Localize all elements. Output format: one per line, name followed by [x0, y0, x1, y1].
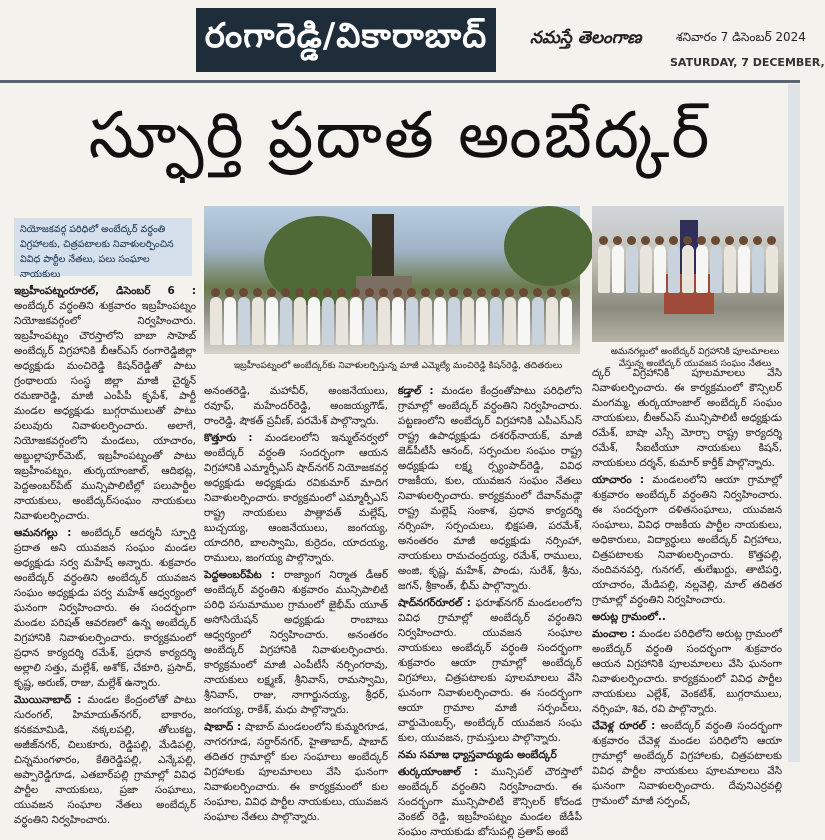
person-head: [613, 236, 622, 245]
person-head: [767, 236, 776, 245]
person-head: [753, 236, 762, 245]
section-title: రంగారెడ్డి/వికారాబాద్: [196, 8, 496, 72]
dateline: మంచాల :: [592, 628, 640, 640]
person-figure: [252, 297, 264, 345]
person-head: [547, 288, 556, 297]
person-head: [365, 288, 374, 297]
dateline: షాద్‌నగర్‌రూరల్ :: [398, 597, 476, 609]
person-figure: [266, 297, 278, 345]
article-paragraph: [398, 765, 582, 840]
person-head: [641, 236, 650, 245]
article-column-1: [14, 284, 196, 826]
person-figure: [504, 297, 516, 345]
dateline: చేవెళ్ల రూరల్ :: [592, 720, 661, 732]
article-paragraph: [398, 384, 582, 594]
person-head: [281, 288, 290, 297]
person-figure: [710, 245, 722, 293]
paragraph-text: అంబేద్కర్ వర్ధంతిని శుక్రవారం ఇబ్రహీంపట్నం నియోజకవర్గంలో నిర్వహించారు. ఇబ్రహీంపట్నం చౌరస్తాలోని బాబా సాహెబ్ అంబేద్కర్ విగ్రహానికి బీఆర్ఎస్ రంగారెడ్డిజిల్లా అధ్యక్షుడు మంచిరెడ్డి కిషన్‌రెడ్డితో పాటు గ్రంథాలయ సంస్థ జిల్లా మాజీ చైర్మన్ రమణారెడ్డి, మాజీ ఎంపీపీ కృపేశ్, పార్టీ మండల అధ్యక్షుడు బుగ్గరాములుతో పాటు పలువురు నివాళులర్పించారు. అలాగే, నియోజకవర్గంలోని మండలు, యాచారం, అబ్దుల్లాపూర్‌మెట్, ఇబ్రహీంపట్నంతో పాటు ఇబ్రహీంపట్నం, తుర్కయాంజాల్, ఆదిభట్ల, పెద్దఅంబర్‌పేట్ మున్సిపాలిటీల్లో పలుపార్టీల నాయకులు, అంబేద్కర్‌సంఘం నాయకులు నివాళులర్పించారు.: [14, 300, 196, 522]
header-rule: [0, 80, 800, 83]
article-paragraph: [204, 568, 388, 718]
person-head: [627, 236, 636, 245]
date-english: SATURDAY, 7 DECEMBER,: [670, 56, 825, 69]
person-figure: [532, 297, 544, 345]
person-head: [711, 236, 720, 245]
person-head: [267, 288, 276, 297]
dateline: ఇబ్రహీంపట్నంరూరల్, డిసెంబర్ 6 :: [14, 285, 196, 297]
person-head: [697, 236, 706, 245]
person-head: [561, 288, 570, 297]
person-figure: [336, 297, 348, 345]
dateline: షాబాద్ :: [204, 721, 245, 733]
article-paragraph: [398, 596, 582, 746]
dateline: మొయినాబాద్ :: [14, 694, 88, 706]
photo-statue-group: [204, 206, 580, 354]
person-head: [599, 236, 608, 245]
subheadline-box: నియోజకవర్గ పరిధిలో అంబేద్కర్ వర్ధంతి విగ్రహాలకు, చిత్రపటాలకు నివాళులర్పించిన వివిధ పార్టీల నేతలు, పలు సంఘాల నాయకులు: [14, 218, 192, 276]
dateline: కడ్తాల్ :: [398, 385, 442, 397]
person-figure: [448, 297, 460, 345]
newspaper-brand: నమస్తే తెలంగాణ: [530, 28, 642, 48]
person-figure: [224, 297, 236, 345]
page-header: [0, 0, 825, 82]
person-head: [393, 288, 402, 297]
person-head: [491, 288, 500, 297]
date-telugu: శనివారం 7 డిసెంబర్ 2024: [676, 30, 806, 44]
person-head: [683, 236, 692, 245]
article-column-2: [204, 384, 388, 823]
person-head: [519, 288, 528, 297]
article-paragraph: [592, 627, 782, 717]
person-head: [449, 288, 458, 297]
article-paragraph: [204, 720, 388, 825]
person-head: [655, 236, 664, 245]
article-column-3: [398, 384, 582, 838]
person-figure: [462, 297, 474, 345]
photo2-caption: అమనగల్లులో అంబేద్కర్ విగ్రహానికి పూలమాలలు వేస్తున్న అంబేద్కర్ యువజన సంఘం నేతలు: [610, 347, 780, 369]
person-figure: [238, 297, 250, 345]
person-figure: [308, 297, 320, 345]
person-head: [225, 288, 234, 297]
article-paragraph: [204, 384, 388, 429]
person-head: [309, 288, 318, 297]
dateline: తుర్కయాంజాల్ :: [398, 766, 492, 778]
paragraph-text: మండల కేంద్రంతోపాటు పరిధిలోని గ్రామాల్లో అంబేద్కర్ వర్ధంతిని నిర్వహించారు. పట్టణంలోని అంబేద్కర్ విగ్రహానికి ఎపీఎస్‌ఎస్ రాష్ట్ర ఉపాధ్యక్షుడు దశరథ్‌నాయక్, మాజీ జెడ్‌పీటీసీ ఆనంద్, సర్పంచుల సంఘం రాష్ట్ర అధ్యక్షుడు లక్ష్మ ర్స్యంపాద్‌రెడ్డి, వివిధ రాజకీయ, కుల, యువజన సంఘం నేతలు నివాళులర్పించారు. కార్యక్రమంలో దేవాన్‌మడ్గౌ రాష్ట్ర మల్లెష్ సంకాశ, ప్రధాన కార్యదర్శి నర్సింహ, సర్పంచులు, భిక్షపతి, పరమేశ్, అనంతరం మాజీ అధ్యక్షుడు నర్సింహా, నాయకులు రామచంద్రయ్య, రమేశ్, రాములు, అంజి, కృష్ణ, మహేశ్, పాండు, సురేశ్, శ్రీను, జగన్, శ్రీకాంత్, భీమ్ పాల్గొన్నారు.: [398, 385, 582, 592]
person-figure: [546, 297, 558, 345]
person-head: [725, 236, 734, 245]
article-paragraph: [14, 526, 196, 691]
person-figure: [490, 297, 502, 345]
person-figure: [392, 297, 404, 345]
person-head: [421, 288, 430, 297]
person-figure: [612, 245, 624, 293]
paragraph-text: అంబేద్కర్ వర్ధంతి సందర్భంగా శుక్రవారం చేవెళ్ల మండల పరిధిలోని ఆయా గ్రామాల్లో అంబేద్కర్ విగ్రహాలకు, చిత్రపటాలకు వివిధ పార్టీల నాయకులు పూలమాలలు వేసి ఘనంగా నివాళులర్పించారు. దేవునిఎర్రవల్లి గ్రామంలో మాజీ సర్పంచ్,: [592, 720, 782, 807]
person-head: [669, 236, 678, 245]
article-paragraph: [592, 473, 782, 608]
paragraph-text: నమ సమాజ ధ్యాస్తవాద్యుడు అంబేద్కర్: [398, 749, 557, 761]
person-figure: [654, 245, 666, 293]
person-head: [239, 288, 248, 297]
article-paragraph: [14, 284, 196, 524]
person-head: [253, 288, 262, 297]
person-figure: [640, 245, 652, 293]
photo-garlanding: [592, 206, 784, 342]
person-figure: [476, 297, 488, 345]
person-figure: [560, 297, 572, 345]
dateline: పెద్దఅంబర్‌పేట :: [204, 569, 285, 581]
person-head: [533, 288, 542, 297]
article-paragraph: [14, 693, 196, 828]
paragraph-text: రాజ్యాంగ నిర్మాత డీఆర్ అంబేద్కర్ వర్ధంతిని శుక్రవారం మున్సిపాలిటీ పరిధి పసుమాముల గ్రామంలో జైభీమ్ యూత్ అసోసియేషన్ అధ్యక్షుడు రాంబాబు ఆధ్వర్యంలో నిర్వహించారు. అనంతరం అంబేద్కర్ విగ్రహానికి నివాళులర్పించారు. కార్యక్రమంలో మాజీ ఎంపీటీసీ నర్సింగరావు, నాయకులు లక్ష్మణ్, శ్రీనివాస్, రామస్వామి, శ్రీనివాస్, రాజు, నాగార్జునయ్య, శ్రీధర్, జంగయ్య, రాకేశ్, మధు పాల్గొన్నారు.: [204, 569, 388, 716]
paragraph-text: మండల కేంద్రంలోతో పాటు సురంగల్, హిమాయత్‌నగర్, బాకారం, కనకమామిడి, నక్కలపల్లి, తోలుకట్ట, అజీజ్‌నగర్, చిలుకూరు, రెడ్డిపల్లి, మేడిపల్లి, చిన్నమంగళారం, కేతిరెడ్డిపల్లి, ఎన్కేపల్లి, అప్పారెడ్డిగూడ, ఎతబార్‌పల్లి గ్రామాల్లో వివిధ పార్టీల నాయకులు, ప్రజా సంఘాలు, యువజన సంఘాల నేతలు అంబేద్కర్ వర్ధంతిని నిర్వహించారు.: [14, 694, 196, 826]
person-figure: [210, 297, 222, 345]
person-figure: [752, 245, 764, 293]
paragraph-text: మండలంలోని ఇన్ముల్‌నర్వలో అంబేద్కర్ వర్ధంతి సందర్భంగా ఆయన విగ్రహానికి ఎమ్మార్పీఎస్ షాద్‌నగర్ నియోజకవర్గ అధ్యక్షుడు అధ్యక్షుడు రవికుమార్ మాదిగ నివాళులర్పించారు. కార్యక్రమంలో ఎమ్మార్పీఎస్ రాష్ట్ర నాయకులు పాత్లావత్ మల్లేష్, బుచ్చయ్య, ఆంజనేయులు, జంగయ్య, యాదగిరి, బాలస్వామి, కుర్రెదం, యాదయ్య, రాములు, జంగయ్య పాల్గొన్నారు.: [204, 432, 388, 564]
dateline: యాచారం :: [592, 474, 653, 486]
person-figure: [406, 297, 418, 345]
person-figure: [322, 297, 334, 345]
paragraph-text: షాబాద్ మండలంలోని కుమ్మరిగూడ, నాగరగూడ, సర్దార్‌నగర్, హైతాబాద్, షాబాద్ తదితర గ్రామాల్లో కుల సంఘాలు అంబేద్కర్ విగ్రహాలకు పూలమాలలు వేసి ఘనంగా నివాళులర్పించారు. ఈ కార్యక్రమంలో కుల సంఘాల, వివిధ పార్టీల నాయకులు, యువజన సంఘాల నేతలు పాల్గొన్నారు.: [204, 721, 388, 823]
paragraph-text: అరుట్ల గ్రామంలో..: [592, 611, 666, 623]
person-head: [505, 288, 514, 297]
person-head: [379, 288, 388, 297]
paragraph-text: మున్సిపల్ చౌరస్తాలో అంబేద్కర్ వర్ధంతిని నిర్వహించారు. ఈ సందర్భంగా మున్సిపాలిటీ కౌన్సిలర్ కోదండ వెంకట్ రెడ్డి, ఇబ్రహీంపట్నం మండల జేడీపీ సంఘం నాయకుడు బోసుపల్లి ప్రతాప్ అంబే: [398, 766, 582, 838]
person-figure: [434, 297, 446, 345]
person-figure: [294, 297, 306, 345]
person-figure: [738, 245, 750, 293]
dateline: ఆమనగల్లు :: [14, 527, 81, 539]
paragraph-text: ద్కర్ విగ్రహానికి పూలమాలలు వేసి నివాళులర్పించారు. ఈ కార్యక్రమంలో కౌన్సిలర్ మంగమ్మ, తుర్కయాంజాల్ అంబేద్కర్ సంఘం నాయకులు, బీఆర్ఎస్ మున్సిపాలిటీ అధ్యక్షుడు రమేశ్, బాషా ఎస్సీ మోర్చా రాష్ట్ర కార్యదర్శి రమేశ్, సీఐటీయూ నాయకులు కిషన్, నాయకులు దర్శన్, కుమార్ కార్తీక్ పాల్గొన్నారు.: [592, 367, 782, 469]
article-subhead: [592, 610, 782, 625]
person-figure: [626, 245, 638, 293]
article-paragraph: [592, 366, 782, 471]
article-column-4: [592, 366, 782, 807]
person-head: [351, 288, 360, 297]
person-figure: [598, 245, 610, 293]
paragraph-text: అంబేద్కర్ ఆదర్శనీ స్ఫూర్తి ప్రదాత అని యువజన సంఘం మండల అధ్యక్షుడు సర్వ మహేష్ అన్నారు. శుక్రవారం అంబేద్కర్ వర్ధంతిని అంబేద్కర్ యువజన సంఘం అధ్యక్షుడు పర్వ మహేశ్ ఆధ్వర్యంలో ఘనంగా నిర్వహించారు. ఈ సందర్భంగా మండల పరిషత్ ఆవరణలో ఉన్న అంబేద్కర్ విగ్రహానికి నివాళులర్పించారు. కార్యక్రమంలో ప్రధాన కార్యదర్శి రమేశ్, ప్రధాన కార్యదర్శి అల్లాలి సత్తు, మల్లేశ్, అశోక్, చేకూరి, ప్రసాద్, కృష్ణ, అరుణ్, రాజు, మల్లేశ్ ఉన్నారు.: [14, 527, 196, 689]
person-figure: [364, 297, 376, 345]
person-head: [337, 288, 346, 297]
person-figure: [420, 297, 432, 345]
person-head: [435, 288, 444, 297]
paragraph-text: మండల పరిధిలోని అరుట్ల గ్రామంలో అంబేద్కర్ వర్ధంతి సందర్భంగా శుక్రవారం ఆయన విగ్రహానికి పూలమాలలు వేసి ఘనంగా నివాళులర్పించారు. కార్యక్రమంలో వివిధ పార్టీల నాయకులు ఎల్లేశ్, వెంకటేశ్, బుగ్గరాములు, నర్సింహ, శివ, రవి పాల్గొన్నారు.: [592, 628, 782, 715]
photo1-caption: ఇబ్రహీంపట్నంలో అంబేద్కర్‌కు నివాళులర్పిస్తున్న మాజీ ఎమ్మెల్యే మంచిరెడ్డి కిషన్‌రెడ్డి, తదితరులు: [233, 361, 563, 371]
paragraph-text: ఫరూఖ్‌నగర్ మండలంలోని వివిధ గ్రామాల్లో అంబేద్కర్ వర్ధంతిని నిర్వహించారు. యువజన సంఘాల నాయకులు అంబేద్కర్ వర్ధంతి సందర్భంగా శుక్రవారం ఆయా గ్రామాల్లో అంబేద్కర్ విగ్రహాలు, చిత్రపటాలకు పూలమాలలు వేసి ఘనంగా నివాళులర్పించారు. ఈ సందర్భంగా ఆయా గ్రామాల మాజీ సర్పంచ్‌లు, వార్డుమెంబర్స్, అంబేద్కర్ యువజన సంఘ కుల, యువజన, గ్రామస్తులు పాల్గొన్నారు.: [398, 597, 582, 744]
person-figure: [668, 245, 680, 293]
person-figure: [518, 297, 530, 345]
person-figure: [696, 245, 708, 293]
adjacent-page-edge: [788, 84, 800, 762]
person-head: [477, 288, 486, 297]
headline: స్ఫూర్తి ప్రదాత అంబేద్కర్: [88, 99, 712, 173]
person-head: [739, 236, 748, 245]
paragraph-text: అనంతరెడ్డి, మహావీర్, అంజనేయులు, రవూఫ్, మహేందర్‌రెడ్డి, అంజయ్యగౌడ్, రాంరెడ్డి, షౌకత్ ప్రవీణ్, పరమేశ్ పాల్గొన్నారు.: [204, 385, 388, 427]
person-head: [323, 288, 332, 297]
person-figure: [280, 297, 292, 345]
person-head: [211, 288, 220, 297]
person-figure: [724, 245, 736, 293]
dateline: కొత్తూరు :: [204, 432, 265, 444]
person-head: [295, 288, 304, 297]
paragraph-text: మండలంలోని ఆయా గ్రామాల్లో శుక్రవారం అంబేద్కర్ వర్ధంతిని నిర్వహించారు. ఈ సందర్భంగా దళితసంఘాలు, యువజన సంఘాలు, వివిధ రాజకీయ పార్టీల నాయకులు, అధికారులు, విద్యార్థులు అంబేద్కర్ విగ్రహాలు, చిత్రపటాలకు నివాళులర్పించారు. కొత్తపల్లి, నందివనపర్తి, గునగల్, తులేఖుర్దు, తాటిపర్తి, యాచారం, మేడిపల్లి, నల్లవెల్లి, మాల్ తదితర గ్రామాల్లో వర్ధంతిని నిర్వహించారు.: [592, 474, 782, 606]
article-subhead: [398, 748, 582, 763]
person-head: [407, 288, 416, 297]
tree-shape: [504, 206, 594, 286]
person-figure: [350, 297, 362, 345]
article-paragraph: [204, 431, 388, 566]
article-paragraph: [592, 719, 782, 809]
person-figure: [378, 297, 390, 345]
statue: [372, 214, 394, 284]
person-figure: [682, 245, 694, 293]
person-head: [463, 288, 472, 297]
person-figure: [766, 245, 778, 293]
